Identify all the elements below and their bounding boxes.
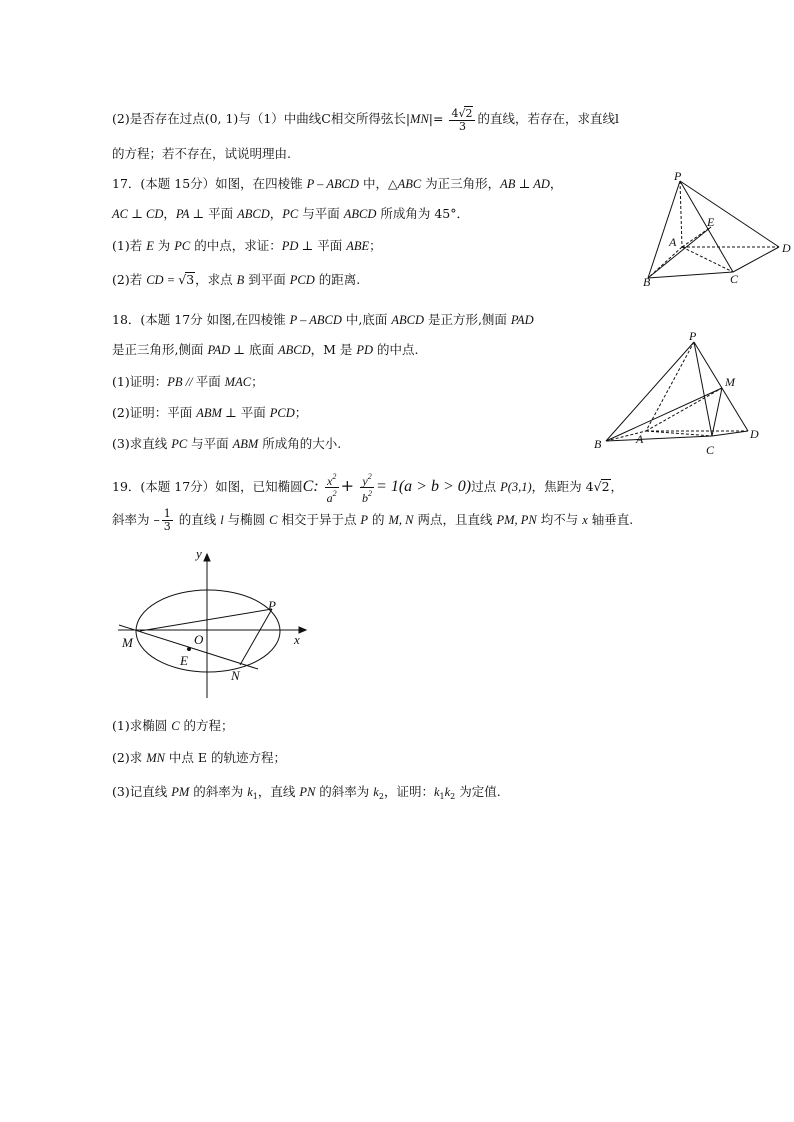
q17-p1-t2: 为 (153, 238, 175, 253)
q17-p1-t5: ； (369, 238, 382, 253)
q18-p3-t3: 所成角的大小. (258, 436, 342, 451)
q17-t1: 17．(本题 15分）如图，在四棱锥 (112, 176, 307, 191)
q18-l2-t2: 底面 (245, 342, 278, 357)
q19-l2-x: x (582, 513, 588, 527)
q19-l2-PMPN: PM, PN (496, 513, 537, 527)
q19-plus: + (340, 476, 355, 495)
q18-part1 (112, 372, 264, 392)
q17-p1-m3: PD ⊥ (281, 239, 314, 253)
q16-part2-text-a: (2)是否存在过点(0, 1)与（1）中曲线C相交所得弦长| (112, 111, 411, 126)
q17-t3: 为正三角形， (421, 176, 501, 191)
q18-p2-m1: ABM ⊥ (196, 406, 237, 420)
fig17-label-p: P (674, 169, 682, 183)
q19-p1-t2: 的方程； (179, 718, 234, 733)
fig19-label-o: O (194, 632, 204, 647)
q18-part2 (112, 403, 307, 423)
fig19-label-x: x (294, 632, 300, 647)
q17-l2-m3: ABCD (237, 207, 270, 221)
q17-p2-t2: ，求点 (195, 272, 237, 287)
q19-l2-P: P (360, 513, 369, 527)
q19-x: x (326, 474, 333, 488)
q18-t3: 是正方形,侧面 (423, 312, 511, 327)
q18-l2-t3: ，M 是 (310, 342, 357, 357)
q17-p2-t4: 的距离. (314, 272, 361, 287)
q18-p3-m1: PC (171, 437, 188, 451)
q19-t1: 19．(本题 17分）如图，已知椭圆 (112, 479, 303, 494)
q19-part1 (112, 716, 234, 736)
q19-b: b (362, 491, 369, 505)
q19-p3-t6: 为定值. (455, 784, 501, 799)
q19-slope-frac (162, 508, 173, 533)
q17-l2-m5: ABCD (343, 207, 377, 221)
q19-l2-t4: 相交于异于点 (277, 512, 361, 527)
q18-p1-m2: MAC (224, 375, 252, 389)
q18-p3-t1: (3)求直线 (112, 436, 172, 451)
q17-line2 (112, 204, 469, 224)
q19-l2-MN: M, N (388, 513, 414, 527)
q19-p1-C: C (171, 719, 180, 733)
q18-m1: P – ABCD (289, 313, 342, 327)
q18-p1-m1: PB // (167, 375, 196, 389)
q19-p1-t1: (1)求椭圆 (112, 718, 172, 733)
q19-p3-prod-sub2: 2 (450, 792, 456, 801)
q19-l2-t1: 斜率为 – (112, 512, 160, 527)
q16-part2-line2: 的方程；若不存在，试说明理由. (112, 146, 291, 161)
q19-t4: ， (610, 479, 624, 494)
q19-p2-MN: MN (146, 751, 165, 765)
fig18-label-c: C (706, 443, 715, 457)
q19-c: C: (302, 478, 319, 495)
q19-t3: ，焦距为 4 (531, 479, 594, 494)
q17-p1-m2: PC (174, 239, 191, 253)
fig19-label-e: E (180, 653, 188, 668)
q16-fraction: $\frac{4√2}{3}$ (449, 106, 475, 133)
q17-l2-t2: 平面 (204, 206, 238, 221)
q17-t4: ， (549, 176, 563, 191)
q19-y: y (362, 474, 368, 488)
q17-header (112, 174, 562, 194)
q18-p1-t3: ； (251, 374, 264, 389)
fig18-label-a: A (636, 432, 644, 446)
q17-p1-t3: 的中点，求证： (190, 238, 282, 253)
q19-l2-t3: 与椭圆 (223, 512, 270, 527)
q19-p3-k2sym: k (373, 785, 379, 799)
q19-p: P(3,1) (500, 480, 532, 494)
q19-p3-prod-sub1: 1 (439, 792, 445, 801)
q18-l2-m3: PD (356, 343, 374, 357)
fig18-label-p: P (689, 329, 697, 343)
q18-l2-m2: ABCD (277, 343, 311, 357)
q18-l2-t1: 是正三角形,侧面 (112, 342, 208, 357)
fig17-label-e: E (707, 215, 715, 229)
q16-frac-den: 3 (458, 120, 466, 133)
q17-l2-m2: PA ⊥ (175, 207, 205, 221)
q19-p3-t4: 的斜率为 (315, 784, 374, 799)
q19-l2-t6: 两点，且直线 (413, 512, 497, 527)
q17-p2-m3: PCD (289, 273, 315, 287)
q17-p2-m2: B (236, 273, 245, 287)
q19-slope-num: 1 (163, 507, 171, 520)
fig17-label-d: D (782, 241, 791, 255)
q19-part3 (112, 782, 501, 807)
q18-m2: ABCD (391, 313, 424, 327)
q18-p2-t2: 平面 (236, 405, 270, 420)
q16-mn: MN (410, 112, 429, 126)
q19-l2-C: C (269, 513, 278, 527)
q19-p2-t2: 中点 E 的轨迹方程； (164, 750, 286, 765)
q18-m3: PAD (510, 313, 534, 327)
q18-p2-t3: ； (294, 405, 308, 420)
q17-m2: △ABC (387, 177, 422, 191)
q17-m1: P – ABCD (306, 177, 359, 191)
q19-radicand: 2 (601, 479, 610, 494)
q19-p3-PN: PN (299, 785, 316, 799)
q19-a: a (326, 491, 333, 505)
q19-header: 19．(本题 17分）如图，已知椭圆C: $\frac{x^2}{a^2}$ + $\frac{y^2}{b^2}$ = 1(a > b > 0)过点 P(3,1)，焦距为 4√2， (112, 472, 624, 505)
q17-part1 (112, 236, 382, 256)
q18-p3-m2: ABM (232, 437, 259, 451)
q17-l2-m4: PC (282, 207, 299, 221)
q19-p3-t5: ，证明： (383, 784, 434, 799)
q17-p2-t3: 到平面 (244, 272, 290, 287)
q18-l2-m1: PAD ⊥ (207, 343, 246, 357)
figure-q17-pyramid (636, 168, 794, 292)
q18-line2 (112, 340, 419, 360)
q19-p3-t2: 的斜率为 (189, 784, 248, 799)
fig17-label-b: B (643, 275, 651, 289)
q16-part2-text-c: 的直线，若存在，求直线l (477, 111, 619, 126)
q16-frac-coef: 4 (451, 107, 459, 120)
q17-l2-m1: AC ⊥ CD (112, 207, 164, 221)
q18-p1-t2: 平面 (195, 374, 225, 389)
fig18-label-m: M (725, 375, 735, 389)
q17-l2-t3: ， (269, 206, 283, 221)
q18-p2-t1: (2)证明：平面 (112, 405, 197, 420)
q18-t2: 中,底面 (341, 312, 392, 327)
fig17-label-a: A (669, 235, 677, 249)
q19-p3-prod-k1: k (433, 785, 440, 799)
fig19-label-y: y (196, 548, 202, 561)
q19-p3-PM: PM (171, 785, 190, 799)
fig19-label-m: M (122, 635, 133, 650)
q19-part2 (112, 748, 286, 768)
q17-p1-m4: ABE (346, 239, 370, 253)
fig18-label-d: D (750, 427, 759, 441)
figure-q19-ellipse (112, 548, 312, 704)
fig19-label-n: N (231, 668, 240, 683)
q19-l2-t5: 的 (368, 512, 389, 527)
q19-p3-t3: ，直线 (257, 784, 300, 799)
q16-part2-line1 (112, 106, 619, 133)
q18-t1: 18．(本题 17分 如图,在四棱锥 (112, 312, 290, 327)
q19-slope-den: 3 (163, 520, 171, 533)
q18-part3 (112, 434, 341, 454)
q17-l2-t4: 与平面 (298, 206, 344, 221)
fig19-point-e (187, 647, 191, 651)
q17-p1-t1: (1)若 (112, 238, 147, 253)
q19-line2 (112, 508, 633, 533)
q19-eq: = 1(a > b > 0) (376, 478, 472, 495)
q17-p2-m1: CD = (146, 273, 179, 287)
q19-l2-t2: 的直线 (174, 512, 221, 527)
q19-p3-k2sub: 2 (378, 792, 384, 801)
q19-p3-k1sub: 1 (252, 792, 258, 801)
q17-p1-m1: E (146, 239, 154, 253)
q18-p2-m2: PCD (269, 406, 295, 420)
q19-l2-t7: 均不与 (536, 512, 583, 527)
q18-p3-t2: 与平面 (187, 436, 233, 451)
q16-eq: |= (428, 111, 444, 126)
q17-l2-t5: 所成角为 45°． (376, 206, 469, 221)
q17-t2: 中， (358, 176, 388, 191)
q18-p1-t1: (1)证明： (112, 374, 168, 389)
figure-q18-pyramid (588, 328, 774, 460)
fig17-label-c: C (730, 272, 739, 286)
q17-p2-radicand: 3 (186, 272, 195, 287)
q19-p3-t1: (3)记直线 (112, 784, 172, 799)
q19-frac-x: $\frac{x^2}{a^2}$ (326, 472, 337, 505)
fig19-label-p: P (268, 598, 276, 613)
q18-l2-t4: 的中点. (373, 342, 419, 357)
q18-header (112, 310, 534, 330)
q19-p3-k1sym: k (247, 785, 253, 799)
q19-t2: 过点 (471, 479, 501, 494)
q19-p2-t1: (2)求 (112, 750, 147, 765)
q19-frac-y: $\frac{y^2}{b^2}$ (362, 472, 373, 505)
fig18-label-b: B (594, 437, 602, 451)
q17-l2-t1: ， (163, 206, 176, 221)
q19-l2-l: l (220, 513, 224, 527)
q19-p3-prod-k2: k (444, 785, 451, 799)
q19-l2-t8: 轴垂直. (587, 512, 634, 527)
q17-part2: (2)若 CD = √3，求点 B 到平面 PCD 的距离. (112, 272, 361, 287)
q17-p1-t4: 平面 (313, 238, 347, 253)
q17-p2-t1: (2)若 (112, 272, 147, 287)
q17-m3: AB ⊥ AD (500, 177, 550, 191)
q16-frac-radicand: 2 (465, 107, 473, 120)
